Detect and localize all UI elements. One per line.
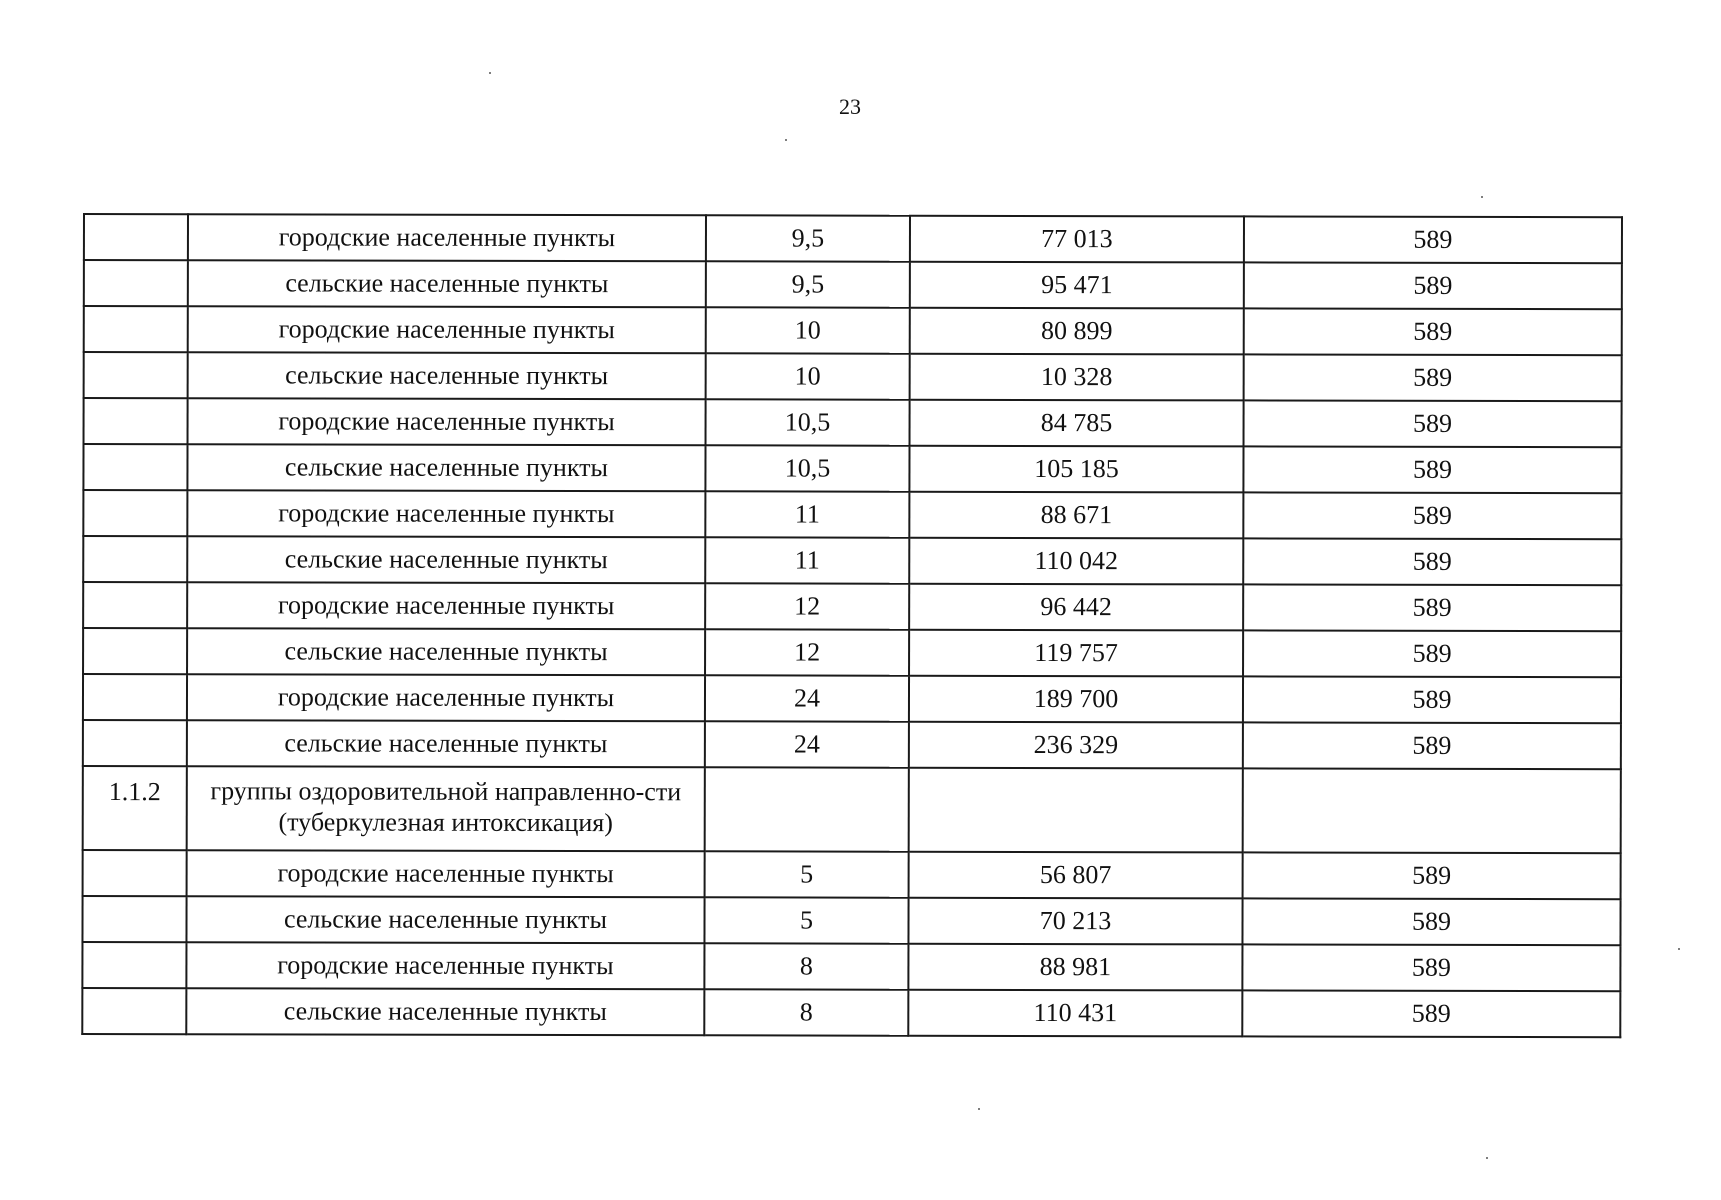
row-value-3: 589 <box>1244 400 1622 447</box>
page-number: 23 <box>839 94 861 119</box>
row-value-1 <box>705 767 909 851</box>
table-row <box>83 850 1621 899</box>
row-value-1: 24 <box>705 721 909 767</box>
row-number <box>83 536 187 582</box>
table-row <box>82 896 1620 945</box>
table-row <box>83 536 1621 585</box>
row-value-3: 589 <box>1243 584 1621 631</box>
row-value-3 <box>1243 768 1621 853</box>
row-value-3: 589 <box>1243 722 1621 769</box>
row-value-2: 88 981 <box>908 944 1242 991</box>
row-number <box>84 306 188 352</box>
row-value-3: 589 <box>1244 262 1622 309</box>
row-value-1: 10,5 <box>706 399 910 445</box>
row-number <box>83 850 187 896</box>
row-value-3: 589 <box>1243 538 1621 585</box>
row-name: городские населенные пункты <box>187 674 705 721</box>
table-row <box>84 260 1622 309</box>
row-number <box>84 260 188 306</box>
row-name: городские населенные пункты <box>188 398 706 445</box>
row-value-3: 589 <box>1244 308 1622 355</box>
section-row <box>83 766 1621 853</box>
row-value-2: 95 471 <box>910 262 1244 309</box>
row-value-3: 589 <box>1243 852 1621 899</box>
row-value-3: 589 <box>1243 446 1621 493</box>
row-name: городские населенные пункты <box>188 306 706 353</box>
row-value-1: 9,5 <box>706 261 910 307</box>
row-name: сельские населенные пункты <box>188 260 706 307</box>
row-number <box>84 214 188 260</box>
row-name: городские населенные пункты <box>187 850 705 897</box>
row-number <box>83 444 187 490</box>
row-value-1: 11 <box>705 537 909 583</box>
row-value-3: 589 <box>1244 216 1622 263</box>
scan-speck <box>785 139 787 141</box>
tariff-table <box>81 213 1623 1038</box>
row-number <box>84 398 188 444</box>
row-value-1: 10 <box>706 353 910 399</box>
row-value-1: 8 <box>704 989 908 1035</box>
table-row <box>82 988 1620 1037</box>
row-name: сельские населенные пункты <box>187 628 705 675</box>
row-value-2: 189 700 <box>909 676 1243 723</box>
row-value-3: 589 <box>1243 676 1621 723</box>
row-number <box>83 674 187 720</box>
row-value-2: 105 185 <box>909 446 1243 493</box>
row-name: сельские населенные пункты <box>186 988 704 1035</box>
row-name: сельские населенные пункты <box>188 352 706 399</box>
row-value-2: 84 785 <box>910 400 1244 447</box>
row-number <box>82 896 186 942</box>
row-value-3: 589 <box>1242 990 1620 1037</box>
row-value-3: 589 <box>1243 630 1621 677</box>
row-value-2: 96 442 <box>909 584 1243 631</box>
section-title: группы оздоровительной направленно-сти (туберкулезная интоксикация) <box>187 766 705 851</box>
row-value-2: 110 042 <box>909 538 1243 585</box>
row-value-2: 10 328 <box>910 354 1244 401</box>
row-value-2: 80 899 <box>910 308 1244 355</box>
row-name: городские населенные пункты <box>188 214 706 261</box>
row-number <box>82 942 186 988</box>
row-name: сельские населенные пункты <box>186 896 704 943</box>
row-value-1: 10,5 <box>705 445 909 491</box>
row-number <box>82 988 186 1034</box>
row-value-1: 9,5 <box>706 215 910 261</box>
row-value-2: 77 013 <box>910 216 1244 263</box>
row-value-2 <box>909 768 1243 853</box>
row-number <box>83 582 187 628</box>
row-value-1: 5 <box>705 851 909 897</box>
row-value-3: 589 <box>1242 898 1620 945</box>
row-value-2: 119 757 <box>909 630 1243 677</box>
table-row <box>82 942 1620 991</box>
row-number <box>84 352 188 398</box>
row-value-2: 70 213 <box>908 898 1242 945</box>
table-row <box>83 444 1621 493</box>
table-row <box>84 352 1622 401</box>
row-value-2: 236 329 <box>909 722 1243 769</box>
row-name: городские населенные пункты <box>186 942 704 989</box>
table-row <box>83 674 1621 723</box>
scan-speck <box>489 72 491 74</box>
table-row <box>83 720 1621 769</box>
row-name: сельские населенные пункты <box>187 720 705 767</box>
row-value-1: 10 <box>706 307 910 353</box>
table-body <box>82 214 1622 1037</box>
row-value-1: 12 <box>705 583 909 629</box>
scan-speck <box>1486 1157 1488 1159</box>
table-row <box>83 628 1621 677</box>
row-value-1: 8 <box>704 943 908 989</box>
row-value-3: 589 <box>1243 492 1621 539</box>
row-value-2: 56 807 <box>909 852 1243 899</box>
table-row <box>84 306 1622 355</box>
row-name: сельские населенные пункты <box>187 444 705 491</box>
table-row <box>84 398 1622 447</box>
row-value-1: 11 <box>705 491 909 537</box>
row-number <box>83 490 187 536</box>
row-value-2: 110 431 <box>908 990 1242 1037</box>
row-name: городские населенные пункты <box>187 490 705 537</box>
row-name: сельские населенные пункты <box>187 536 705 583</box>
row-value-1: 12 <box>705 629 909 675</box>
section-number: 1.1.2 <box>83 766 187 850</box>
scan-speck <box>1481 196 1483 198</box>
row-name: городские населенные пункты <box>187 582 705 629</box>
row-value-1: 5 <box>704 897 908 943</box>
row-number <box>83 628 187 674</box>
row-value-3: 589 <box>1242 944 1620 991</box>
row-value-3: 589 <box>1244 354 1622 401</box>
scan-speck <box>978 1108 980 1110</box>
row-value-2: 88 671 <box>909 492 1243 539</box>
row-number <box>83 720 187 766</box>
table-row <box>83 490 1621 539</box>
scan-speck <box>1678 948 1680 950</box>
table-row <box>83 582 1621 631</box>
row-value-1: 24 <box>705 675 909 721</box>
table-row <box>84 214 1622 263</box>
